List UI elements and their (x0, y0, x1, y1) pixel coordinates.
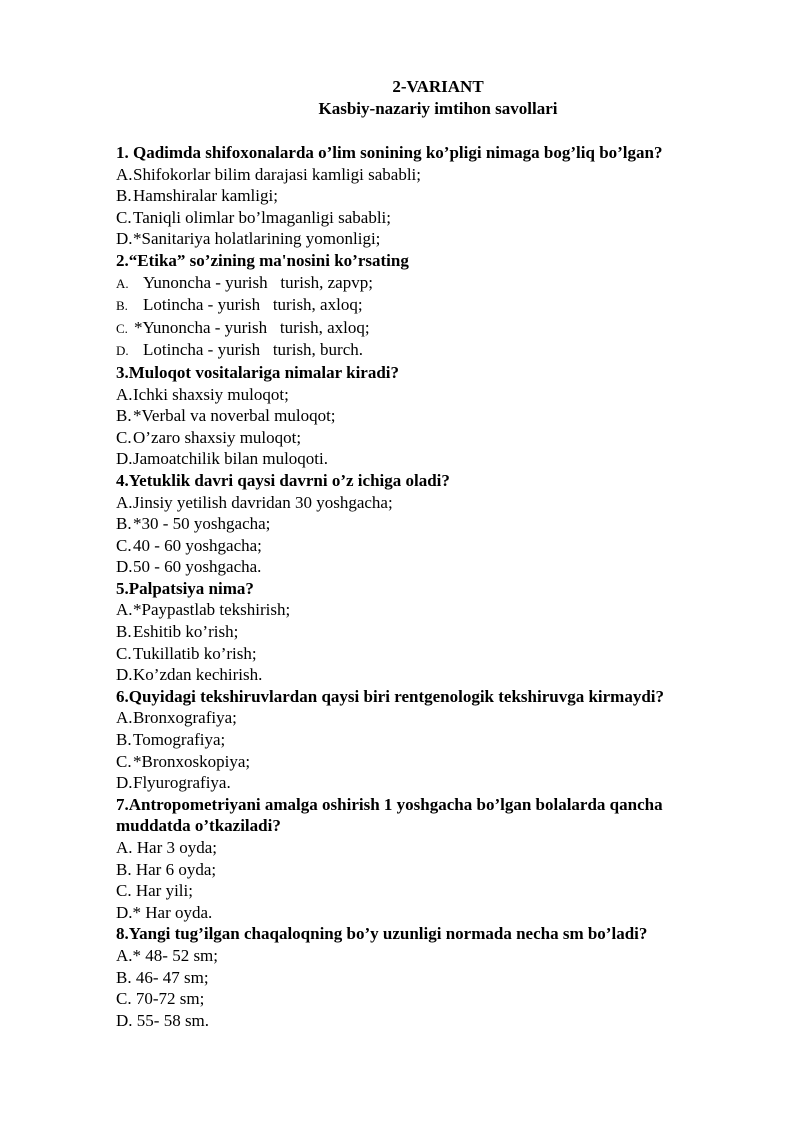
option-text: Bronxografiya; (133, 708, 237, 728)
question-text: 3.Muloqot vositalariga nimalar kiradi? (116, 362, 400, 382)
option-label: A. (116, 600, 133, 620)
option-text: Taniqli olimlar bo’lmaganligi sababli; (133, 207, 392, 227)
option-label: C. (116, 751, 132, 771)
question-text: 2.“Etika” so’zining ma'nosini ko’rsating (116, 250, 409, 270)
answer-option (116, 707, 756, 729)
option-label: B. (116, 967, 132, 987)
option-text: Shifokorlar bilim darajasi kamligi sababli; (133, 164, 421, 184)
answer-option (116, 880, 756, 902)
question-text-line: muddatda o’tkaziladi? (116, 816, 281, 836)
document-header (0, 76, 800, 120)
question-text: 4.Yetuklik davri qaysi davrni o’z ichiga oladi? (116, 470, 450, 490)
option-text: Lotincha - yurish turish, axloq; (143, 295, 363, 315)
question-text: 8.Yangi tug’ilgan chaqaloqning bo’y uzunligi normada necha sm bo’ladi? (116, 924, 648, 944)
option-text: Eshitib ko’rish; (133, 622, 239, 642)
option-label: D. (116, 773, 133, 793)
question-block (116, 250, 756, 362)
option-text: Hamshiralar kamligi; (133, 186, 278, 206)
option-label: C. (116, 881, 132, 901)
answer-option (116, 207, 756, 229)
answer-option (116, 405, 756, 427)
option-label: D. (116, 557, 133, 577)
answer-option (116, 988, 756, 1010)
answer-option (116, 448, 756, 470)
option-label: B. (116, 622, 132, 642)
question-block (116, 794, 756, 924)
option-text: 70-72 sm; (131, 989, 205, 1009)
option-text: 50 - 60 yoshgacha. (133, 557, 262, 577)
answer-option (116, 729, 756, 751)
answer-option (116, 837, 756, 859)
answer-option (116, 164, 756, 186)
option-label: D. (116, 1010, 133, 1030)
option-text: *30 - 50 yoshgacha; (133, 514, 271, 534)
option-label: A. (116, 164, 133, 184)
answer-option (116, 621, 756, 643)
option-text: *Verbal va noverbal muloqot; (133, 406, 336, 426)
option-text: Jinsiy yetilish davridan 30 yoshgacha; (133, 492, 393, 512)
option-text: O’zaro shaxsiy muloqot; (133, 427, 302, 447)
answer-option (116, 599, 756, 621)
option-label: B. (116, 298, 128, 314)
answer-option (116, 384, 756, 406)
option-text: Flyurografiya. (133, 773, 231, 793)
answer-option (116, 859, 756, 881)
option-label: B. (116, 859, 132, 879)
answer-option (116, 967, 756, 989)
answer-option (116, 664, 756, 686)
option-label: B. (116, 406, 132, 426)
answer-option (116, 535, 756, 557)
answer-option (116, 772, 756, 794)
option-label: C. (116, 989, 132, 1009)
option-text: Har yili; (131, 881, 193, 901)
option-text: Jamoatchilik bilan muloqoti. (133, 449, 329, 469)
answer-option (116, 339, 756, 362)
question-block (116, 578, 756, 686)
question-text-line: 7.Antropometriyani amalga oshirish 1 yoshgacha bo’lgan bolalarda qancha (116, 794, 663, 814)
option-text: *Bronxoskopiya; (133, 751, 251, 771)
variant-title: 2-VARIANT (392, 77, 484, 96)
option-text: *Sanitariya holatlarining yomonligi; (133, 229, 381, 249)
option-label: D. (116, 229, 133, 249)
option-label: C. (116, 535, 132, 555)
option-text: Yunoncha - yurish turish, zapvp; (143, 272, 373, 292)
question-text: 1. Qadimda shifoxonalarda o’lim sonining ko’pligi nimaga bog’liq bo’lgan? (116, 143, 663, 162)
option-label: A. (116, 384, 133, 404)
option-text: Ichki shaxsiy muloqot; (133, 384, 289, 404)
answer-option (116, 427, 756, 449)
answer-option (116, 513, 756, 535)
question-block (116, 362, 756, 470)
option-text: *Paypastlab tekshirish; (133, 600, 291, 620)
answer-option (116, 492, 756, 514)
answer-option (116, 272, 756, 295)
option-text: Tomografiya; (133, 730, 226, 750)
answer-option (116, 185, 756, 207)
option-label: D. (116, 665, 133, 685)
option-label: C. (116, 643, 132, 663)
option-text: * Har oyda. (132, 902, 213, 922)
option-label: D. (116, 449, 133, 469)
option-label: C. (116, 427, 132, 447)
option-text: Lotincha - yurish turish, burch. (143, 340, 364, 360)
question-list (116, 142, 756, 1031)
option-text: Ko’zdan kechirish. (133, 665, 263, 685)
question-block (116, 142, 756, 250)
option-label: A. (116, 275, 129, 291)
document-subtitle: Kasbiy-nazariy imtihon savollari (318, 99, 558, 118)
option-label: A. (116, 708, 133, 728)
question-block (116, 923, 756, 1031)
option-text: Har 3 oyda; (132, 838, 218, 857)
option-label: C. (116, 207, 132, 227)
option-text: Har 6 oyda; (131, 859, 217, 879)
option-label: B. (116, 186, 132, 206)
answer-option (116, 1010, 756, 1032)
answer-option (116, 556, 756, 578)
option-label: B. (116, 514, 132, 534)
question-block (116, 686, 756, 794)
option-label: B. (116, 730, 132, 750)
question-text: 6.Quyidagi tekshiruvlardan qaysi biri rentgenologik tekshiruvga kirmaydi? (116, 686, 665, 706)
option-label: A. (116, 945, 133, 965)
question-block (116, 470, 756, 578)
answer-option (116, 945, 756, 967)
option-text: 46- 47 sm; (131, 967, 209, 987)
option-label: C. (116, 320, 128, 336)
answer-option (116, 294, 756, 317)
option-text: Tukillatib ko’rish; (133, 643, 257, 663)
option-label: D. (116, 343, 129, 359)
answer-option (116, 317, 756, 340)
option-text: * 48- 52 sm; (132, 945, 219, 965)
option-text: *Yunoncha - yurish turish, axloq; (134, 317, 370, 337)
option-label: D. (116, 902, 133, 922)
answer-option (116, 902, 756, 924)
question-text: 5.Palpatsiya nima? (116, 578, 254, 598)
option-text: 40 - 60 yoshgacha; (133, 535, 262, 555)
answer-option (116, 228, 756, 250)
answer-option (116, 751, 756, 773)
option-label: A. (116, 838, 133, 857)
option-label: A. (116, 492, 133, 512)
option-text: 55- 58 sm. (132, 1010, 210, 1030)
answer-option (116, 643, 756, 665)
